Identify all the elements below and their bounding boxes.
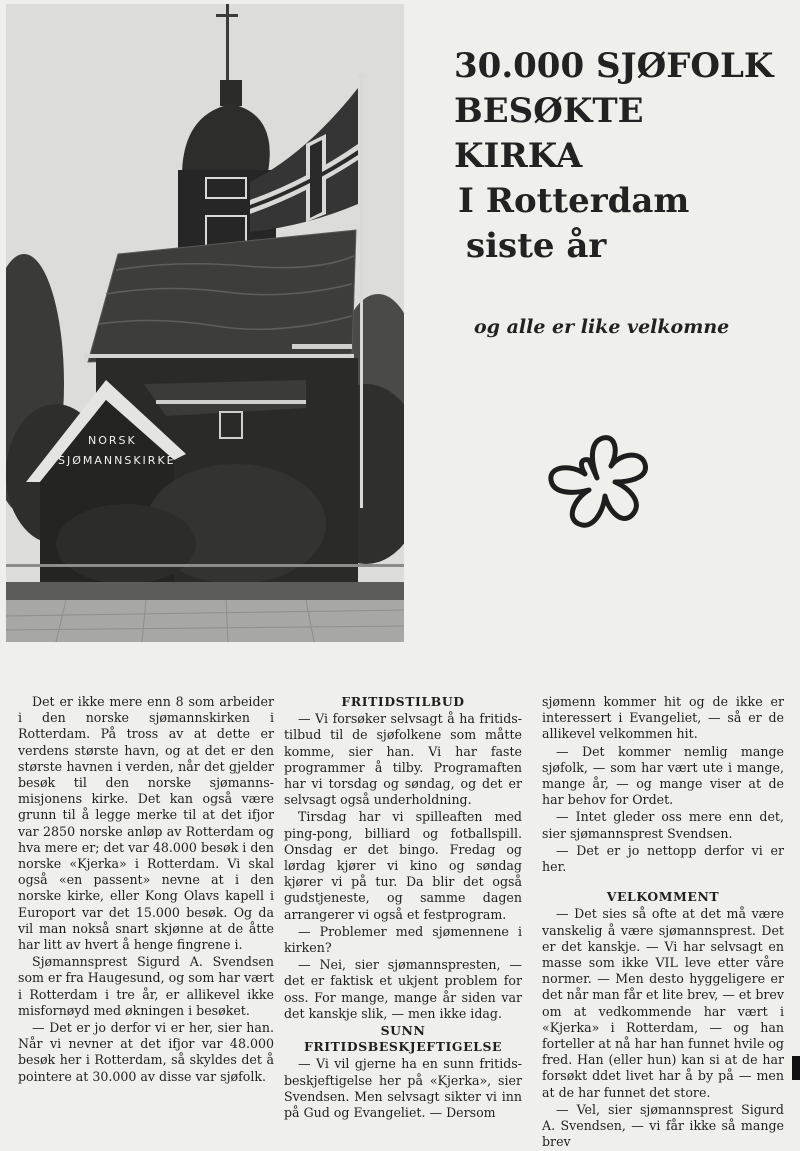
subtitle: og alle er like velkomne <box>474 316 730 338</box>
article-column-1 <box>18 694 274 1086</box>
flower-ornament-icon <box>545 432 653 532</box>
paragraph: — Vel, sier sjømannsprest Sigurd A. Svendsen, — vi får ikke så mange brev <box>542 1101 784 1150</box>
paragraph: — Problemer med sjømennene i kirken? <box>284 923 522 956</box>
paragraph: — Vi vil gjerne ha en sunn fritids-beskjeftigelse her på «Kjerka», sier Svendsen. Men selvsagt sikter vi inn på Gud og Evangeliet. — Dersom <box>284 1056 522 1121</box>
section-heading-velkomment: VELKOMMENT <box>606 889 720 905</box>
paragraph: — Det sies så ofte at det må være vanskelig å være sjømannsprest. Det er det kanskje. — Vi har selvsagt en masse som ikke VIL leve etter våre normer. — Men desto hyggeligere er det når man får et lite brev, — et brev om at vedkommende har vært i «Kjerka» i Rotterdam, — og han forteller at nå har han funnet hvile og fred. Han (eller hun) kan si at de har forsøkt ddet livet har å by på — men at de har funnet det store. <box>542 906 784 1100</box>
church-sign-line1: NORSK <box>88 434 137 447</box>
headline-line4: I Rotterdam <box>458 181 690 221</box>
headline-line3: KIRKA <box>454 136 583 176</box>
church-sign-line2: SJØMANNSKIRKE <box>58 454 176 467</box>
headline <box>454 44 798 269</box>
church-photo <box>6 4 404 642</box>
page-edge-marker <box>792 1056 800 1080</box>
paragraph: — Nei, sier sjømannspresten, — det er faktisk et ukjent problem for oss. For mange, mange år siden var det kanskje slik, — men ikke idag. <box>284 957 522 1021</box>
paragraph: Sjømannsprest Sigurd A. Svendsen som er fra Haugesund, og som har vært i Rotterdam i tre år, er allikevel ikke misfornøyd med økningen i besøket. <box>18 954 274 1018</box>
section-heading-sunn-fritidsbeskjeftigelse: SUNN FRITIDSBESKJEFTIGELSE <box>303 1023 503 1055</box>
section-heading-fritidstilbud: FRITIDSTILBUD <box>341 694 465 709</box>
paragraph: — Det kommer nemlig mange sjøfolk, — som har vært ute i mange, mange år, — og mange viser at de har behov for Ordet. <box>542 743 784 808</box>
paragraph: Tirsdag har vi spilleaften med ping-pong, billiard og fotballspill. Onsdag er det bingo. Fredag og lørdag kjører vi kino og søndag kjører vi på tur. Da blir det også gudstjeneste, og samme dagen arrangerer vi også et festprogram. <box>284 809 522 922</box>
article-column-2 <box>284 694 522 1122</box>
paragraph: — Vi forsøker selvsagt å ha fritids-tilbud til de sjøfolkene som måtte komme, sier han. Vi har faste programmer å tilby. Programaften har vi torsdag og søndag, og det er selvsagt også underholdning. <box>284 711 522 808</box>
paragraph: — Det er jo derfor vi er her, sier han. Når vi nevner at det ifjor var 48.000 besøk her i Rotterdam, så skyldes det å pointere at 30.000 av disse var sjøfolk. <box>18 1020 274 1084</box>
headline-line1: 30.000 SJØFOLK <box>454 46 774 86</box>
headline-line5: siste år <box>466 226 607 266</box>
headline-line2: BESØKTE <box>454 91 644 131</box>
article-column-3 <box>542 694 784 1151</box>
paragraph: sjømenn kommer hit og de ikke er interessert i Evangeliet, — så er de allikevel velkommen hit. <box>542 694 784 742</box>
paragraph: — Det er jo nettopp derfor vi er her. <box>542 842 784 875</box>
paragraph: Det er ikke mere enn 8 som arbeider i den norske sjømannskirken i Rotterdam. På tross av at dette er verdens største havn, og at det er den største havnen i verden, når det gjelder besøk til den norske sjømanns-misjonens kirke. Det kan også være grunn til å legge merke til at det ifjor var 2850 norske anløp av Rotterdam og hva mere er; det var 48.000 besøk i den norske «Kjerka» i Rotterdam. Vi skal også «en passent» nevne at i den norske kirke, eller Kong Olavs kapell i Europort var det 15.000 besøk. Og da vil man nokså snart skjønne at de åtte har litt av hvert å henge fingrene i. <box>18 694 274 953</box>
paragraph: — Intet gleder oss mere enn det, sier sjømannsprest Svendsen. <box>542 809 784 841</box>
